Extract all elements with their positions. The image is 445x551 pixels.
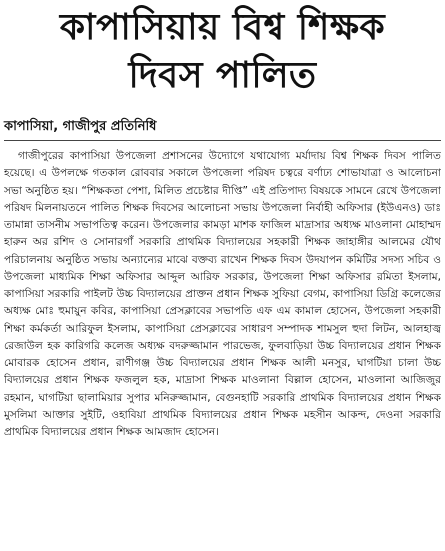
headline-line-1: কাপাসিয়ায় বিশ্ব শিক্ষক	[59, 7, 386, 48]
byline: কাপাসিয়া, গাজীপুর প্রতিনিধি	[4, 119, 157, 134]
article-body	[4, 148, 441, 548]
byline-divider	[4, 140, 441, 141]
article-paragraph: গাজীপুরের কাপাসিয়া উপজেলা প্রশাসনের উদ্যোগে যথাযোগ্য মর্যাদায় বিশ্ব শিক্ষক দিবস পালিত হয়েছে। এ উপলক্ষে গতকাল রোববার সকালে উপজেলা পরিষদ চত্বরে বর্ণাঢ্য শোভাযাত্রা ও আলোচনা সভা অনুষ্ঠিত হয়। “শিক্ষকতা পেশা, মিলিত প্রচেষ্টার দীপ্তি” এই প্রতিপাদ্য বিষয়কে সামনে রেখে উপজেলা পরিষদ মিলনায়তনে পালিত শিক্ষক দিবসের আলোচনা সভায় উপজেলা নির্বাহী অফিসার (ইউএনও) ডাঃ তামান্না তাসনীম সভাপতিত্ব করেন। উপজেলার কামড়া মাশক ফাজিল মাদ্রাসার অধ্যক্ষ মাওলানা মোহাম্মদ হারুন অর রশিদ ও সোনারগাঁ সরকারি প্রাথমিক বিদ্যালয়ের সহকারী শিক্ষক জাহাঙ্গীর আলমের যৌথ পরিচালনায় অনুষ্ঠিত সভায় অন্যান্যের মাঝে বক্তব্য রাখেন শিক্ষক দিবস উদযাপন কমিটির সদস্য সচিব ও উপজেলা মাধ্যমিক শিক্ষা অফিসার আব্দুল আরিফ সরকার, উপজেলা শিক্ষা অফিসার রমিতা ইসলাম, কাপাসিয়া সরকারি পাইলট উচ্চ বিদ্যালয়ের প্রাক্তন প্রধান শিক্ষক সুফিয়া বেগম, কাপাসিয়া ডিগ্রি কলেজের অধ্যক্ষ মোঃ হুমায়ুন কবির, কাপাসিয়া প্রেসক্লাবের সভাপতি এফ এম কামাল হোসেন, উপজেলা সহকারী শিক্ষা কর্মকর্তা আরিফুল ইসলাম, কাপাসিয়া প্রেসক্লাবের সাধারণ সম্পাদক শামসুল হুদা লিটন, আলহাজ্ব রেজাউল হক কারিগরি কলেজ অধ্যক্ষ বদরুজ্জামান পারভেজ, ফুলবাড়িয়া উচ্চ বিদ্যালয়ের প্রধান শিক্ষক মোবারক হোসেন প্রধান, রাণীগঞ্জ উচ্চ বিদ্যালয়ের প্রধান শিক্ষক আলী মনসুর, ঘাগটিয়া চালা উচ্চ বিদ্যালয়ের প্রধান শিক্ষক ফজলুল হক, মাদ্রাসা শিক্ষক মাওলানা বিল্লাল হোসেন, মাওলানা আজিজুর রহমান, ঘাগটিয়া ছালামিয়ার সুপার মনিরুজ্জামান, বেগুনহাটি সরকারি প্রাথমিক বিদ্যালয়ের প্রধান শিক্ষক মুসলিমা আক্তার সুইটি, ওহাবিয়া প্রাথমিক বিদ্যালয়ের প্রধান শিক্ষক মহসীন আকন্দ, দেওনা সরকারি প্রাথমিক বিদ্যালয়ের প্রধান শিক্ষক আমজাদ হোসেন।	[4, 150, 441, 438]
headline-line-2: দিবস পালিত	[128, 55, 317, 96]
headline	[0, 0, 445, 112]
